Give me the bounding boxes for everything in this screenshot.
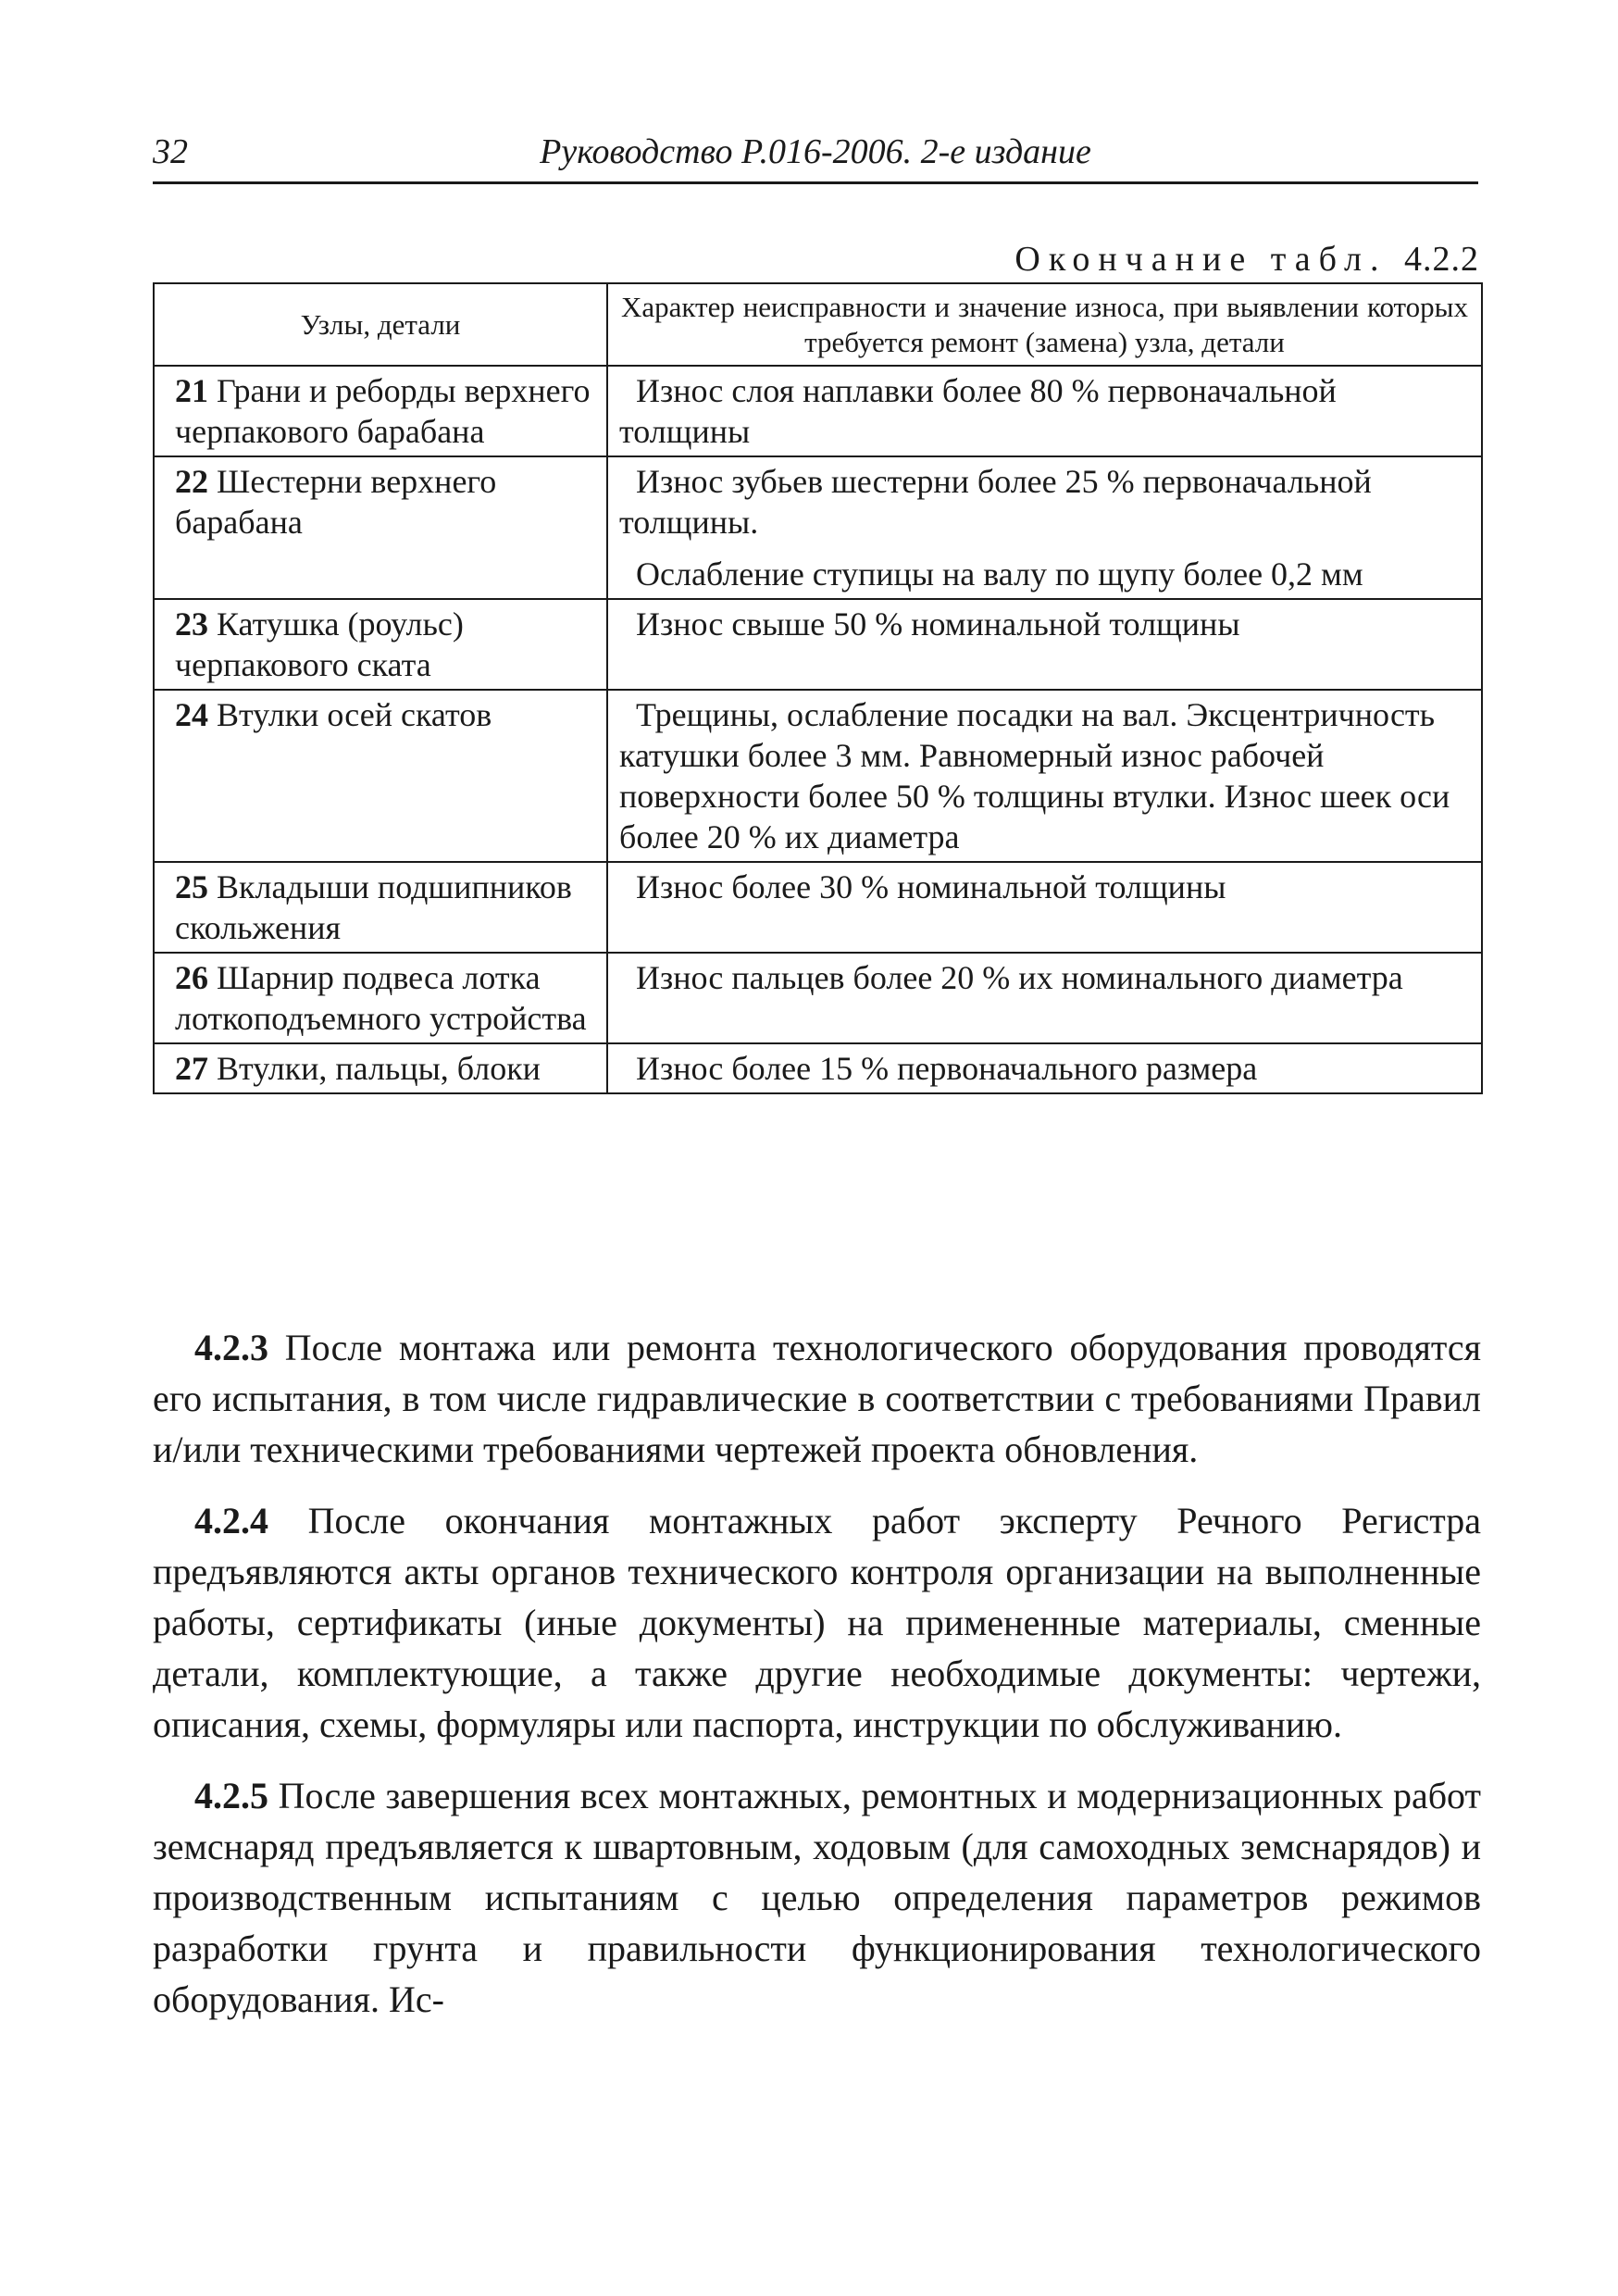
running-header — [153, 128, 1478, 184]
column-header-defects: Характер неисправности и значение износа, при выявлении которых требуется ремонт (замена) узла, детали — [607, 283, 1482, 366]
row-number: 23 — [175, 605, 208, 643]
part-cell — [154, 1043, 607, 1093]
table-row — [154, 1043, 1482, 1093]
paragraph-4-2-3 — [153, 1322, 1481, 1475]
part-cell — [154, 366, 607, 456]
row-number: 26 — [175, 959, 208, 996]
row-number: 21 — [175, 372, 208, 409]
column-header-parts: Узлы, детали — [154, 283, 607, 366]
defect-cell — [607, 366, 1482, 456]
part-name: Катушка (роульс) черпакового ската — [175, 605, 464, 683]
defect-cell — [607, 862, 1482, 953]
part-cell — [154, 862, 607, 953]
body-text — [153, 1322, 1481, 2045]
wear-table — [153, 282, 1483, 1094]
defect-text: Износ зубьев шестерни более 25 % первоначальной толщины. — [619, 463, 1372, 541]
table-row — [154, 456, 1482, 599]
table-caption-text: Окончание табл. — [1014, 240, 1388, 279]
paragraph-text: После завершения всех монтажных, ремонтных и модернизационных работ земснаряд предъявляется к швартовным, ходовым (для самоходных земснарядов) и производственным испытаниям с целью определения параметров режимов разработки грунта и правильности функционирования технологического оборудования. Ис- — [153, 1775, 1482, 2020]
paragraph-text: После окончания монтажных работ эксперту Речного Регистра предъявляются акты органов технического контроля организации на выполненные работы, сертификаты (иные документы) на примененные материалы, сменные детали, комплектующие, а также другие необходимые документы: чертежи, описания, схемы, формуляры или паспорта, инструкции по обслуживанию. — [153, 1500, 1482, 1745]
defect-text: Ослабление ступицы на валу по щупу более 0,2 мм — [636, 555, 1363, 593]
row-number: 27 — [175, 1050, 208, 1087]
defect-text: Износ более 15 % первоначального размера — [636, 1050, 1258, 1087]
part-name: Шарнир подвеса лотка лоткоподъемного устройства — [175, 959, 587, 1037]
defect-cell — [607, 690, 1482, 862]
table-row — [154, 953, 1482, 1043]
part-name: Втулки, пальцы, блоки — [217, 1050, 541, 1087]
defect-text: Износ слоя наплавки более 80 % первоначальной толщины — [619, 372, 1337, 450]
part-cell — [154, 599, 607, 690]
table-row — [154, 690, 1482, 862]
defect-text: Износ свыше 50 % номинальной толщины — [636, 605, 1240, 643]
part-name: Вкладыши подшипников скольжения — [175, 868, 572, 946]
part-cell — [154, 690, 607, 862]
paragraph-text: После монтажа или ремонта технологического оборудования проводятся его испытания, в том числе гидравлические в соответствии с требованиями Правил и/или техническими требованиями чертежей проекта обновления. — [153, 1327, 1481, 1470]
paragraph-4-2-4 — [153, 1495, 1481, 1750]
part-name: Шестерни верхнего барабана — [175, 463, 497, 541]
paragraph-number: 4.2.4 — [194, 1500, 268, 1541]
paragraph-4-2-5 — [153, 1770, 1481, 2025]
defect-text: Износ более 30 % номинальной толщины — [636, 868, 1226, 905]
row-number: 22 — [175, 463, 208, 500]
row-number: 24 — [175, 696, 208, 733]
running-title: Руководство Р.016-2006. 2-е издание — [540, 132, 1091, 171]
part-name: Втулки осей скатов — [217, 696, 492, 733]
page-number: 32 — [153, 132, 188, 171]
paragraph-number: 4.2.3 — [194, 1327, 268, 1368]
table-header-row — [154, 283, 1482, 366]
defect-cell — [607, 953, 1482, 1043]
table-row — [154, 366, 1482, 456]
paragraph-number: 4.2.5 — [194, 1775, 268, 1816]
row-number: 25 — [175, 868, 208, 905]
defect-cell — [607, 599, 1482, 690]
table-row — [154, 862, 1482, 953]
part-cell — [154, 953, 607, 1043]
table-caption-number: 4.2.2 — [1404, 240, 1479, 279]
part-cell — [154, 456, 607, 599]
defect-cell — [607, 456, 1482, 599]
part-name: Грани и реборды верхнего черпакового барабана — [175, 372, 591, 450]
defect-text: Износ пальцев более 20 % их номинального диаметра — [636, 959, 1403, 996]
defect-text: Трещины, ослабление посадки на вал. Эксцентричность катушки более 3 мм. Равномерный износ рабочей поверхности более 50 % толщины втулки. Износ шеек оси более 20 % их диаметра — [619, 696, 1450, 855]
table-caption — [1014, 239, 1479, 280]
defect-cell — [607, 1043, 1482, 1093]
table-row — [154, 599, 1482, 690]
